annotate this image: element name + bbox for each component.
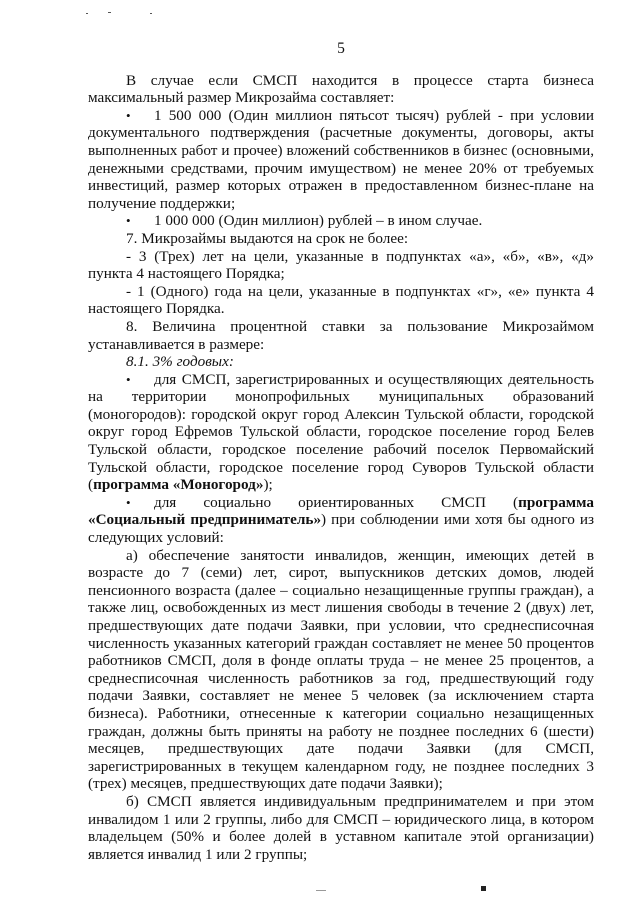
bullet-icon: • <box>126 213 131 229</box>
scan-speck <box>86 13 88 14</box>
bullet-item-monogorod <box>88 371 594 494</box>
scan-speck <box>150 13 152 14</box>
scan-speck <box>481 886 486 891</box>
paragraph-startup-intro: В случае если СМСП находится в процессе старта бизнеса максимальный размер Микрозайма составляет: <box>88 71 594 107</box>
program-name-social: программа «Социальный предприниматель» <box>88 493 594 529</box>
paragraph-term-3-years: - 3 (Трех) лет на цели, указанные в подпунктах «а», «б», «в», «д» пункта 4 настоящего Порядка; <box>88 247 594 283</box>
paragraph-section-7: 7. Микрозаймы выдаются на срок не более: <box>126 229 409 247</box>
paragraph-condition-a: а) обеспечение занятости инвалидов, женщин, имеющих детей в возрасте до 7 (семи) лет, сирот, выпускников детских домов, людей пенсионного возраста (далее – социально незащищенные группы граждан), а также лиц, освобожденных из мест лишения свободы в течение 2 (двух) лет, предшествующих дате подачи Заявки, при условии, что среднесписочная численность указанных категорий граждан составляет не менее 50 процентов работников СМСП, доля в фонде оплаты труда – не менее 25 процентов, а среднесписочная численность работников за год, предшествующий году подачи Заявки, составляет не менее 5 человек (за исключением старта бизнеса). Работники, отнесенные к категории социально незащищенных граждан, должны быть приняты на работу не позднее последних 6 (шести) месяцев, предшествующих дате подачи Заявки (для СМСП, зарегистрированных в текущем календарном году, не позднее последних 3 (трех) месяцев, предшествующих дате подачи Заявки); <box>88 546 594 793</box>
bullet-text: 1 000 000 (Один миллион) рублей – в ином случае. <box>154 212 483 230</box>
paragraph-condition-b: б) СМСП является индивидуальным предпринимателем и при этом инвалидом 1 или 2 группы, либо для СМСП – юридического лица, в котором владельцем (50% и более долей в уставном капитале этой организации) является инвалид 1 или 2 группы; <box>88 792 594 863</box>
bullet-item-1000000 <box>88 212 594 230</box>
scan-speck <box>316 890 326 891</box>
document-page <box>88 40 594 863</box>
bullet-icon: • <box>126 494 131 510</box>
bullet-icon: • <box>126 371 131 387</box>
bullet-text: для социально ориентированных СМСП ( <box>154 493 519 511</box>
paragraph-section-8-1: 8.1. 3% годовых: <box>126 353 234 371</box>
scan-speck <box>108 12 111 13</box>
page-number: 5 <box>337 40 345 57</box>
paragraph-section-8: 8. Величина процентной ставки за пользование Микрозаймом устанавливается в размере: <box>88 317 594 353</box>
bullet-text: для СМСП, зарегистрированных и осуществляющих деятельность на территории монопрофильных муниципальных образований (моногородов): городской округ город Алексин Тульской области, городской округ город Ефремов Тульской области, городское поселение город Белев Тульской области, городское поселение рабочий поселок Первомайский Тульской области, городское поселение город Суворов Тульской области ( <box>88 370 594 494</box>
bullet-text-end: ) при соблюдении ими хотя бы одного из следующих условий: <box>88 511 595 547</box>
bullet-text-end: ); <box>263 476 273 494</box>
paragraph-term-1-year: - 1 (Одного) года на цели, указанные в подпунктах «г», «е» пункта 4 настоящего Порядка. <box>88 282 594 318</box>
bullet-item-social <box>88 494 594 547</box>
bullet-item-1500000 <box>88 107 594 213</box>
program-name-monogorod: программа «Моногород» <box>93 476 264 494</box>
bullet-icon: • <box>126 107 131 123</box>
bullet-text: 1 500 000 (Один миллион пятьсот тысяч) рублей - при условии документального подтверждения (расчетные документы, договоры, акты выполненных работ и прочее) вложений собственников в бизнес (основными, денежными средствами, прочим имуществом) не менее 20% от требуемых инвестиций, размер которых отражен в предоставленном бизнес-плане на получение поддержки; <box>88 106 594 212</box>
